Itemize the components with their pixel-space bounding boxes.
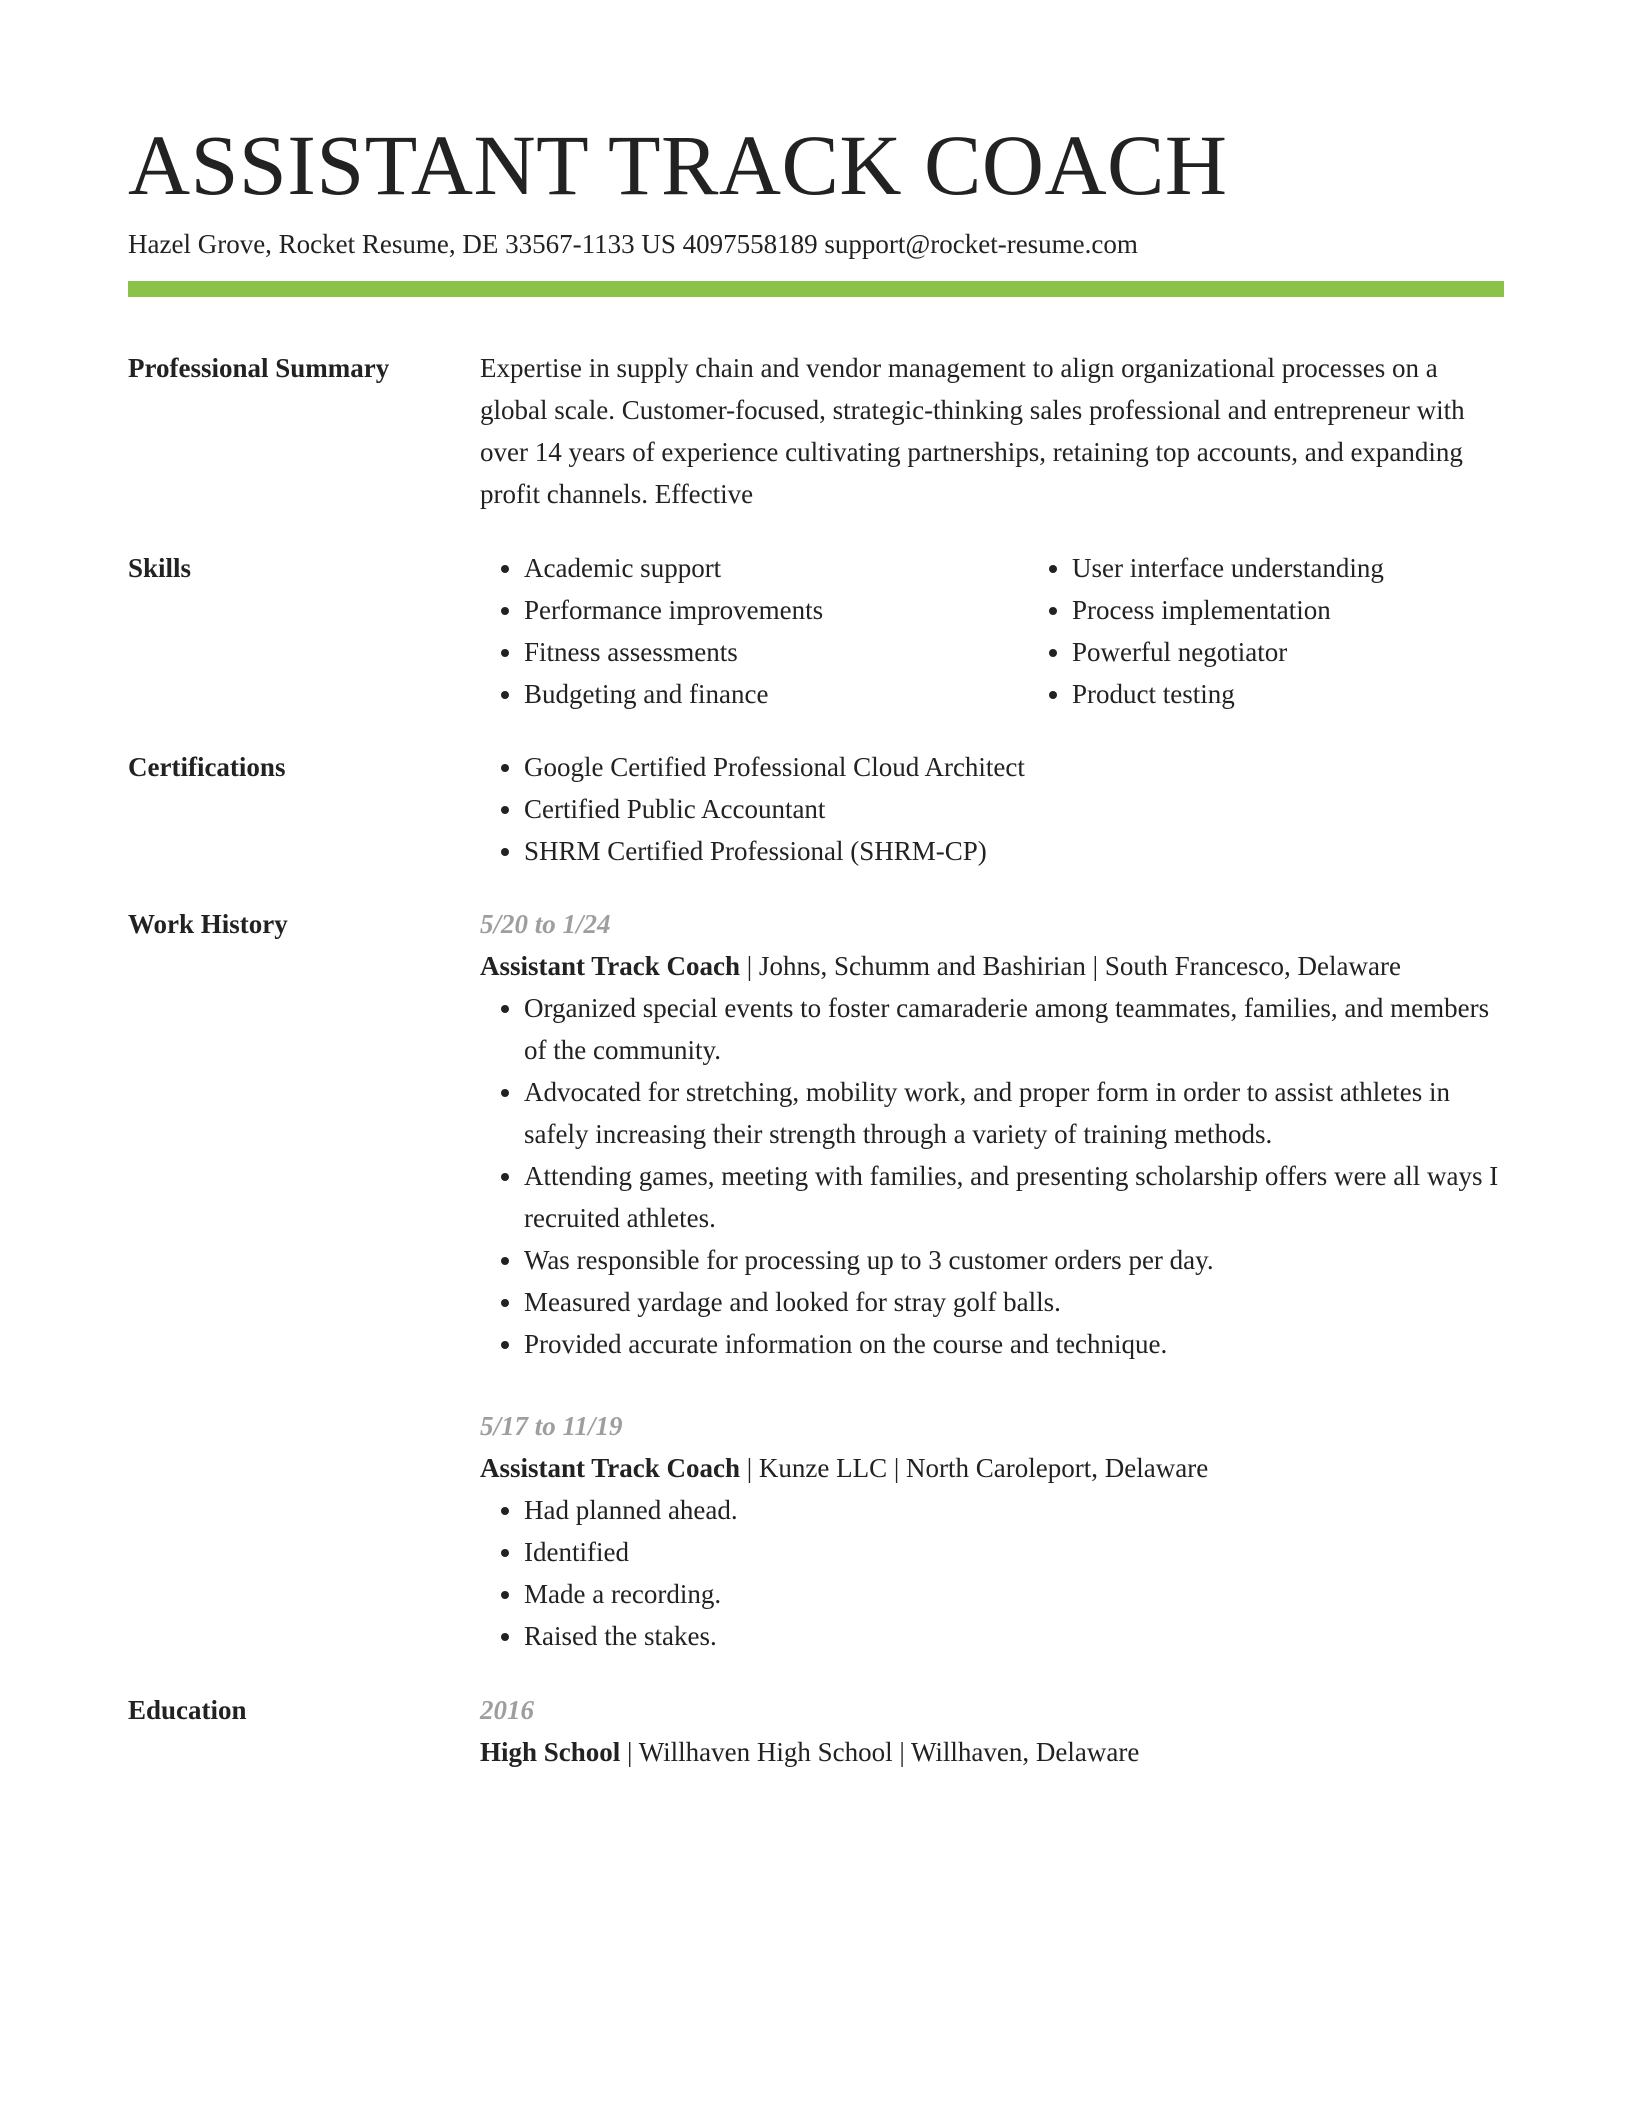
job-duty: • Advocated for stretching, mobility work, and proper form in order to assist athletes in safely increasing their strength through a variety of training methods. <box>524 1071 1504 1155</box>
job-duty: • Attending games, meeting with families, and presenting scholarship offers were all ways I recruited athletes. <box>524 1155 1504 1239</box>
job-dates: 5/17 to 11/19 <box>480 1410 623 1441</box>
skills-list-right <box>1028 547 1576 715</box>
skill-item: • User interface understanding <box>1072 547 1576 589</box>
job-entry <box>480 903 1504 1365</box>
summary-text: Expertise in supply chain and vendor management to align organizational processes on a global scale. Customer-focused, strategic-thinking sales professional and entrepreneur with over 14 years of experience cultivating partnerships, retaining top accounts, and expanding profit channels. Effective <box>480 352 1465 509</box>
skill-item: • Budgeting and finance <box>524 673 1028 715</box>
job-duty: • Organized special events to foster camaraderie among teammates, families, and members of the community. <box>524 987 1504 1071</box>
work-history-section <box>128 903 1504 1657</box>
skill-item: • Performance improvements <box>524 589 1028 631</box>
resume-title: ASSISTANT TRACK COACH <box>128 117 1228 213</box>
education-year: 2016 <box>480 1694 534 1725</box>
resume-page <box>128 118 1504 1773</box>
skill-item: • Process implementation <box>1072 589 1576 631</box>
education-heading <box>480 1731 1504 1773</box>
job-entry <box>480 1405 1504 1657</box>
job-duty: • Provided accurate information on the course and technique. <box>524 1323 1504 1365</box>
education-details: | Willhaven High School | Willhaven, Delaware <box>620 1736 1140 1767</box>
job-details: | Johns, Schumm and Bashirian | South Francesco, Delaware <box>740 950 1401 981</box>
job-details: | Kunze LLC | North Caroleport, Delaware <box>740 1452 1209 1483</box>
job-duties-list <box>480 1489 1504 1657</box>
certifications-list <box>480 746 1504 872</box>
job-title: Assistant Track Coach <box>480 1452 741 1483</box>
job-heading <box>480 1447 1504 1489</box>
contact-line: Hazel Grove, Rocket Resume, DE 33567-1133 US 4097558189 support@rocket-resume.com <box>128 228 1138 259</box>
job-dates: 5/20 to 1/24 <box>480 908 611 939</box>
skills-list-left <box>480 547 1028 715</box>
education-label: Education <box>128 1694 247 1725</box>
job-duty: • Measured yardage and looked for stray golf balls. <box>524 1281 1504 1323</box>
work-history-label: Work History <box>128 908 288 939</box>
skill-item: • Fitness assessments <box>524 631 1028 673</box>
skill-item: • Powerful negotiator <box>1072 631 1576 673</box>
certification-item: • Google Certified Professional Cloud Architect <box>524 746 1504 788</box>
skill-item: • Product testing <box>1072 673 1576 715</box>
certification-item: • Certified Public Accountant <box>524 788 1504 830</box>
certification-item: • SHRM Certified Professional (SHRM-CP) <box>524 830 1504 872</box>
certifications-label: Certifications <box>128 751 286 782</box>
education-section <box>128 1689 1504 1773</box>
job-duty: • Raised the stakes. <box>524 1615 1504 1657</box>
education-degree: High School <box>480 1736 621 1767</box>
skills-label: Skills <box>128 552 192 583</box>
skills-section <box>128 547 1504 715</box>
certifications-section <box>128 746 1504 872</box>
summary-section <box>128 347 1504 515</box>
job-duties-list <box>480 987 1504 1365</box>
skill-item: • Academic support <box>524 547 1028 589</box>
job-title: Assistant Track Coach <box>480 950 741 981</box>
job-duty: • Was responsible for processing up to 3 customer orders per day. <box>524 1239 1504 1281</box>
summary-label: Professional Summary <box>128 352 390 383</box>
job-heading <box>480 945 1504 987</box>
job-duty: • Identified <box>524 1531 1504 1573</box>
job-duty: • Made a recording. <box>524 1573 1504 1615</box>
job-duty: • Had planned ahead. <box>524 1489 1504 1531</box>
header-divider <box>128 281 1504 297</box>
